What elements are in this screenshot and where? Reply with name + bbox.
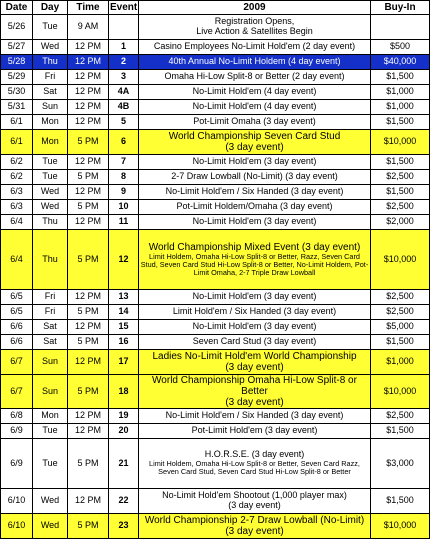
event-number-cell: 7: [109, 155, 139, 170]
event-name-cell: [139, 185, 371, 200]
event-row: [1, 70, 430, 85]
time-cell: 12 PM: [68, 70, 109, 85]
event-name-cell: [139, 85, 371, 100]
event-row: [1, 305, 430, 320]
event-row: [1, 350, 430, 375]
date-cell: 6/10: [1, 514, 33, 539]
day-cell: Tue: [33, 155, 68, 170]
time-cell: 12 PM: [68, 424, 109, 439]
date-cell: 6/9: [1, 424, 33, 439]
event-number-cell: 3: [109, 70, 139, 85]
event-title: Limit Hold'em / Six Handed (3 day event): [172, 306, 337, 317]
event-title: No-Limit Hold'em (4 day event): [192, 86, 317, 97]
event-name-cell: [139, 375, 371, 409]
event-row: [1, 320, 430, 335]
date-cell: 6/4: [1, 215, 33, 230]
event-name-cell: [139, 170, 371, 185]
time-cell: 5 PM: [68, 514, 109, 539]
day-cell: Sat: [33, 335, 68, 350]
time-cell: 5 PM: [68, 375, 109, 409]
date-cell: 6/6: [1, 320, 33, 335]
event-name-cell: [139, 100, 371, 115]
buyin-cell: $3,000: [371, 439, 430, 489]
event-number-cell: 14: [109, 305, 139, 320]
event-number-cell: 10: [109, 200, 139, 215]
event-name-cell: [139, 335, 371, 350]
event-number-cell: 1: [109, 40, 139, 55]
time-cell: 12 PM: [68, 85, 109, 100]
event-subtitle: Live Action & Satellites Begin: [196, 26, 313, 36]
time-cell: 5 PM: [68, 439, 109, 489]
date-cell: 5/30: [1, 85, 33, 100]
day-cell: Tue: [33, 15, 68, 40]
event-title: World Championship Seven Card Stud: [168, 131, 341, 142]
date-cell: 5/28: [1, 55, 33, 70]
day-cell: Thu: [33, 230, 68, 290]
buyin-cell: $1,000: [371, 100, 430, 115]
buyin-cell: $10,000: [371, 230, 430, 290]
date-cell: 6/2: [1, 170, 33, 185]
event-row: [1, 489, 430, 514]
time-cell: 12 PM: [68, 409, 109, 424]
buyin-cell: [371, 15, 430, 40]
event-row: [1, 130, 430, 155]
event-title: Seven Card Stud (3 day event): [192, 336, 317, 347]
year-header: 2009: [139, 1, 371, 15]
day-cell: Sat: [33, 85, 68, 100]
event-name-cell: [139, 320, 371, 335]
event-row: [1, 100, 430, 115]
buyin-cell: $10,000: [371, 514, 430, 539]
day-cell: Wed: [33, 185, 68, 200]
event-subtitle: (3 day event): [225, 526, 284, 537]
event-row: [1, 290, 430, 305]
event-row: [1, 155, 430, 170]
day-cell: Wed: [33, 489, 68, 514]
buyin-cell: $1,500: [371, 489, 430, 514]
buyin-cell: $40,000: [371, 55, 430, 70]
date-cell: 5/26: [1, 15, 33, 40]
event-name-cell: [139, 409, 371, 424]
event-row: [1, 40, 430, 55]
event-number-cell: 2: [109, 55, 139, 70]
event-number-cell: 22: [109, 489, 139, 514]
day-cell: Thu: [33, 215, 68, 230]
day-cell: Fri: [33, 290, 68, 305]
event-title: No-Limit Hold'em Shootout (1,000 player max): [162, 490, 347, 501]
event-name-cell: [139, 305, 371, 320]
event-row: [1, 409, 430, 424]
event-title: No-Limit Hold'em (3 day event): [192, 216, 317, 227]
day-cell: Tue: [33, 170, 68, 185]
day-cell: Mon: [33, 130, 68, 155]
event-row: [1, 230, 430, 290]
event-number-cell: 19: [109, 409, 139, 424]
event-title: No-Limit Hold'em / Six Handed (3 day event): [165, 410, 344, 421]
date-cell: 6/8: [1, 409, 33, 424]
event-title: 2-7 Draw Lowball (No-Limit) (3 day event): [171, 171, 338, 182]
event-number-cell: 15: [109, 320, 139, 335]
event-title: Omaha Hi-Low Split-8 or Better (2 day event): [164, 71, 345, 82]
day-cell: Mon: [33, 409, 68, 424]
event-number-cell: 5: [109, 115, 139, 130]
event-number-cell: 18: [109, 375, 139, 409]
buyin-cell: $2,500: [371, 305, 430, 320]
event-name-cell: [139, 350, 371, 375]
time-cell: 5 PM: [68, 230, 109, 290]
buyin-cell: $2,500: [371, 290, 430, 305]
event-number-cell: 4A: [109, 85, 139, 100]
event-row: [1, 200, 430, 215]
time-cell: 12 PM: [68, 40, 109, 55]
date-cell: 6/7: [1, 350, 33, 375]
event-title: 40th Annual No-Limit Holdem (4 day event): [168, 56, 341, 67]
date-cell: 6/5: [1, 290, 33, 305]
event-row: [1, 375, 430, 409]
event-title: Ladies No-Limit Hold'em World Championship: [152, 351, 357, 362]
day-cell: Wed: [33, 200, 68, 215]
event-row: [1, 215, 430, 230]
header-row: [1, 1, 430, 15]
date-cell: 6/5: [1, 305, 33, 320]
time-cell: 12 PM: [68, 115, 109, 130]
time-cell: 12 PM: [68, 55, 109, 70]
event-row: [1, 15, 430, 40]
date-cell: 6/3: [1, 185, 33, 200]
time-cell: 5 PM: [68, 170, 109, 185]
day-cell: Fri: [33, 305, 68, 320]
event-subtitle: (3 day event): [225, 362, 284, 373]
event-name-cell: [139, 290, 371, 305]
event-number-cell: 23: [109, 514, 139, 539]
event-title: Pot-Limit Holdem/Omaha (3 day event): [176, 201, 333, 212]
day-cell: Tue: [33, 424, 68, 439]
event-row: [1, 335, 430, 350]
event-title: No-Limit Hold'em (3 day event): [192, 321, 317, 332]
event-number-cell: 6: [109, 130, 139, 155]
event-subtitle: (3 day event): [225, 142, 284, 153]
day-cell: Sun: [33, 350, 68, 375]
day-cell: Wed: [33, 40, 68, 55]
time-cell: 12 PM: [68, 155, 109, 170]
time-cell: 12 PM: [68, 185, 109, 200]
buyin-cell: $1,000: [371, 350, 430, 375]
time-cell: 12 PM: [68, 290, 109, 305]
date-cell: 5/29: [1, 70, 33, 85]
buyin-cell: $10,000: [371, 375, 430, 409]
event-name-cell: [139, 15, 371, 40]
date-cell: 6/3: [1, 200, 33, 215]
event-name-cell: [139, 489, 371, 514]
buyin-cell: $1,000: [371, 85, 430, 100]
event-number-cell: 21: [109, 439, 139, 489]
date-cell: 6/6: [1, 335, 33, 350]
day-cell: Sat: [33, 320, 68, 335]
date-cell: 6/10: [1, 489, 33, 514]
time-cell: 9 AM: [68, 15, 109, 40]
day-cell: Sun: [33, 375, 68, 409]
event-number-cell: 8: [109, 170, 139, 185]
time-cell: 5 PM: [68, 130, 109, 155]
event-row: [1, 514, 430, 539]
buyin-cell: $1,500: [371, 70, 430, 85]
event-name-cell: [139, 439, 371, 489]
event-number-cell: 9: [109, 185, 139, 200]
date-cell: 5/27: [1, 40, 33, 55]
time-cell: 12 PM: [68, 350, 109, 375]
event-number-cell: 4B: [109, 100, 139, 115]
event-name-cell: [139, 514, 371, 539]
event-name-cell: [139, 130, 371, 155]
date-cell: 6/4: [1, 230, 33, 290]
time-cell: 12 PM: [68, 100, 109, 115]
date-cell: 6/1: [1, 115, 33, 130]
event-number-cell: 20: [109, 424, 139, 439]
event-name-cell: [139, 155, 371, 170]
date-cell: 6/9: [1, 439, 33, 489]
buyin-cell: $2,000: [371, 215, 430, 230]
date-cell: 5/31: [1, 100, 33, 115]
event-number-cell: 17: [109, 350, 139, 375]
event-row: [1, 439, 430, 489]
event-name-cell: [139, 55, 371, 70]
event-number-cell: 13: [109, 290, 139, 305]
date-cell: 6/7: [1, 375, 33, 409]
event-title: No-Limit Hold'em (4 day event): [192, 101, 317, 112]
day-cell: Tue: [33, 439, 68, 489]
buyin-cell: $500: [371, 40, 430, 55]
event-subtitle: (3 day event): [225, 397, 284, 408]
day-header: Day: [33, 1, 68, 15]
time-cell: 12 PM: [68, 320, 109, 335]
buyin-header: Buy-In: [371, 1, 430, 15]
event-number-cell: 16: [109, 335, 139, 350]
time-cell: 5 PM: [68, 335, 109, 350]
event-name-cell: [139, 115, 371, 130]
buyin-cell: $2,500: [371, 200, 430, 215]
day-cell: Fri: [33, 70, 68, 85]
event-row: [1, 55, 430, 70]
buyin-cell: $1,500: [371, 155, 430, 170]
event-number-cell: 11: [109, 215, 139, 230]
time-header: Time: [68, 1, 109, 15]
day-cell: Thu: [33, 55, 68, 70]
event-subtitle: (3 day event): [228, 500, 281, 510]
time-cell: 12 PM: [68, 215, 109, 230]
event-number-cell: [109, 15, 139, 40]
day-cell: Wed: [33, 514, 68, 539]
event-name-cell: [139, 424, 371, 439]
event-subtitle: Limit Holdem, Omaha Hi-Low Split-8 or Better, Razz, Seven Card Stud, Seven Card Stud Hi-Low Split-8 or Better, No-Limit Holdem, Pot-Limit Omaha, 2-7 Triple Draw Lowball: [140, 251, 369, 278]
event-subtitle: Limit Holdem, Omaha Hi-Low Split-8 or Better, Seven Card Razz, Seven Card Stud, Seven Card Stud Hi-Low Split-8 or Better: [149, 459, 360, 477]
event-number-cell: 12: [109, 230, 139, 290]
time-cell: 5 PM: [68, 305, 109, 320]
date-cell: 6/2: [1, 155, 33, 170]
date-header: Date: [1, 1, 33, 15]
event-title: No-Limit Hold'em / Six Handed (3 day event): [165, 186, 344, 197]
event-row: [1, 185, 430, 200]
buyin-cell: $1,500: [371, 424, 430, 439]
event-title: World Championship Mixed Event (3 day event): [148, 241, 361, 253]
day-cell: Mon: [33, 115, 68, 130]
event-title: Casino Employees No-Limit Hold'em (2 day event): [153, 41, 356, 52]
event-header: Event: [110, 2, 138, 13]
event-title: No-Limit Hold'em (3 day event): [192, 156, 317, 167]
event-row: [1, 115, 430, 130]
event-name-cell: [139, 70, 371, 85]
event-title: World Championship Omaha Hi-Low Split-8 or Better: [152, 375, 357, 397]
event-name-cell: [139, 200, 371, 215]
event-title: No-Limit Hold'em (3 day event): [192, 291, 317, 302]
buyin-cell: $2,500: [371, 409, 430, 424]
event-name-cell: [139, 215, 371, 230]
date-cell: 6/1: [1, 130, 33, 155]
buyin-cell: $2,500: [371, 170, 430, 185]
event-name-cell: [139, 40, 371, 55]
event-title: Pot-Limit Hold'em (3 day event): [191, 425, 318, 436]
buyin-cell: $1,500: [371, 335, 430, 350]
buyin-cell: $5,000: [371, 320, 430, 335]
event-row: [1, 424, 430, 439]
event-title: World Championship 2-7 Draw Lowball (No-Limit): [144, 515, 365, 526]
buyin-cell: $10,000: [371, 130, 430, 155]
event-name-cell: [139, 230, 371, 290]
time-cell: 12 PM: [68, 489, 109, 514]
buyin-cell: $1,500: [371, 115, 430, 130]
event-row: [1, 85, 430, 100]
event-title: Pot-Limit Omaha (3 day event): [193, 116, 316, 127]
day-cell: Sun: [33, 100, 68, 115]
event-row: [1, 170, 430, 185]
event-title: H.O.R.S.E. (3 day event): [204, 449, 305, 460]
event-title: Registration Opens,: [214, 16, 295, 27]
buyin-cell: $1,500: [371, 185, 430, 200]
time-cell: 5 PM: [68, 200, 109, 215]
